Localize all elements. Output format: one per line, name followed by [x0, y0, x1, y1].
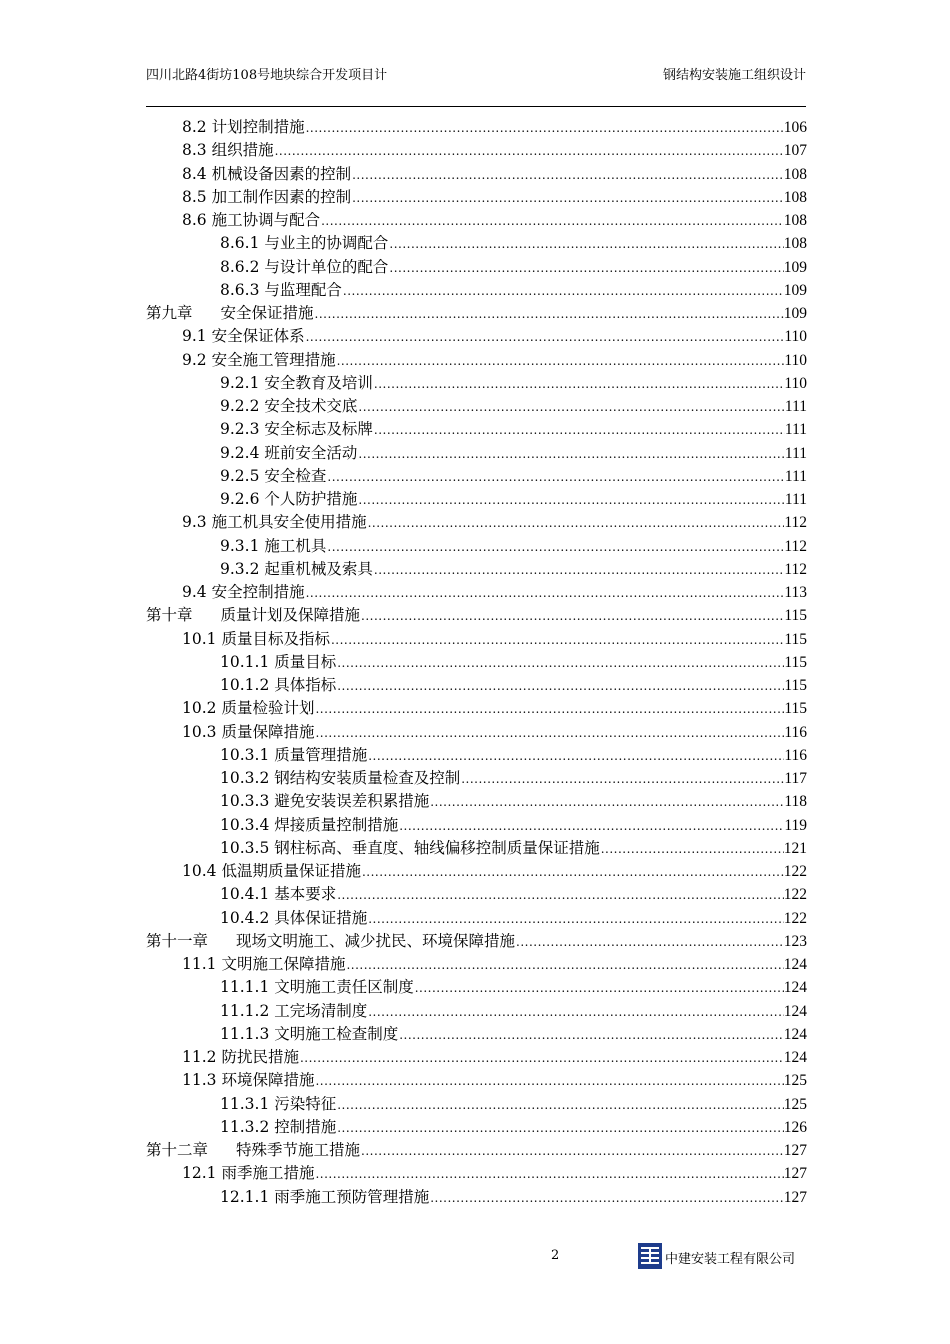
toc-entry-title: 11.1 文明施工保障措施	[182, 955, 346, 973]
toc-entry-title: 12.1.1 雨季施工预防管理措施	[220, 1187, 430, 1206]
toc-entry	[146, 767, 807, 790]
project-title: 四川北路4街坊108号地块综合开发项目计	[146, 68, 388, 83]
toc-entry-title	[146, 302, 314, 325]
toc-entry-title: 10.2 质量检验计划	[182, 699, 315, 718]
dot-leader	[600, 838, 784, 861]
toc-entry-title: 8.4 机械设备因素的控制	[182, 164, 352, 183]
dot-leader	[367, 512, 785, 535]
toc-entry-title: 11.1.3 文明施工检查制度	[220, 1024, 399, 1043]
toc-entry-page: 115	[784, 677, 807, 694]
dot-leader	[305, 582, 785, 605]
cscec-logo-icon	[638, 1243, 662, 1269]
toc-entry	[146, 372, 807, 395]
toc-entry	[146, 860, 807, 883]
toc-entry-page: 121	[783, 839, 807, 857]
toc-entry	[146, 1069, 807, 1092]
toc-entry-title: 8.6 施工协调与配合	[182, 211, 321, 229]
toc-entry-page: 111	[784, 444, 807, 462]
dot-leader	[320, 210, 784, 233]
toc-entry-title: 9.1 安全保证体系	[182, 327, 305, 346]
toc-entry-title: 10.3.3 避免安装误差积累措施	[220, 792, 430, 811]
dot-leader	[314, 303, 784, 326]
toc-entry-page: 108	[783, 188, 807, 206]
toc-entry	[146, 1116, 807, 1139]
toc-entry-title: 9.2.4 班前安全活动	[220, 443, 358, 462]
dot-leader	[345, 954, 783, 977]
toc-entry-page: 124	[783, 956, 807, 973]
dot-leader	[336, 884, 784, 907]
toc-entry-title: 8.2 计划控制措施	[182, 118, 305, 136]
toc-entry-page: 107	[783, 142, 807, 160]
toc-entry-title: 9.2.6 个人防护措施	[220, 490, 358, 508]
toc-entry-title: 10.3.4 焊接质量控制措施	[220, 815, 399, 834]
toc-entry	[146, 511, 807, 534]
toc-entry	[146, 349, 807, 372]
toc-entry	[146, 279, 807, 302]
toc-entry-title: 10.4.1 基本要求	[220, 885, 337, 904]
dot-leader	[367, 745, 784, 768]
toc-entry-page: 111	[784, 398, 807, 415]
toc-entry-page: 118	[784, 793, 807, 811]
toc-entry-title: 8.6.3 与监理配合	[220, 280, 342, 299]
toc-entry-title: 9.3.2 起重机械及索具	[220, 559, 373, 578]
toc-entry	[146, 1093, 807, 1116]
company-name: 中建安装工程有限公司	[665, 1252, 796, 1267]
dot-leader	[373, 419, 785, 442]
dot-leader	[336, 1094, 784, 1117]
toc-entry-title: 9.2.1 安全教育及培训	[220, 373, 373, 392]
toc-entry-title: 10.4.2 具体保证措施	[220, 908, 368, 927]
dot-leader	[398, 1024, 784, 1047]
toc-entry	[146, 325, 807, 348]
toc-entry	[146, 837, 807, 860]
dot-leader	[314, 1163, 783, 1186]
dot-leader	[336, 675, 784, 698]
toc-entry-page: 108	[783, 212, 807, 229]
toc-entry	[146, 1186, 807, 1209]
page-number: 2	[551, 1248, 560, 1263]
toc-entry-page: 127	[783, 1165, 807, 1183]
dot-leader	[314, 722, 784, 745]
toc-entry-title: 10.3.5 钢柱标高、垂直度、轴线偏移控制质量保证措施	[220, 838, 600, 857]
toc-entry	[146, 721, 807, 744]
toc-entry-title: 10.1 质量目标及指标	[182, 629, 330, 648]
dot-leader	[326, 536, 784, 559]
toc-entry-page: 123	[783, 932, 807, 950]
dot-leader	[336, 1117, 784, 1140]
toc-entry-page: 110	[784, 374, 807, 392]
toc-entry-page: 112	[784, 514, 807, 532]
toc-entry-page: 122	[783, 863, 807, 880]
dot-leader	[515, 931, 784, 954]
toc-entry-page: 111	[784, 491, 807, 508]
toc-entry-title: 9.2.2 安全技术交底	[220, 397, 358, 415]
dot-leader	[429, 791, 784, 814]
toc-entry-title: 8.6.1 与业主的协调配合	[220, 234, 389, 253]
dot-leader	[336, 652, 784, 675]
toc-entry-title: 10.3 质量保障措施	[182, 722, 315, 741]
toc-entry	[146, 209, 807, 232]
toc-entry-title: 8.3 组织措施	[182, 141, 274, 160]
dot-leader	[367, 908, 784, 931]
dot-leader	[305, 117, 784, 140]
dot-leader	[357, 396, 785, 419]
toc-entry-title: 11.3 环境保障措施	[182, 1071, 315, 1090]
toc-entry-title: 10.3.1 质量管理措施	[220, 745, 368, 764]
toc-entry-page: 127	[783, 1142, 807, 1159]
toc-entry	[146, 976, 807, 999]
dot-leader	[388, 233, 783, 256]
toc-entry-page: 119	[784, 816, 807, 834]
dot-leader	[398, 815, 784, 838]
toc-entry-title: 9.2.3 安全标志及标牌	[220, 420, 373, 439]
toc-entry-page: 124	[783, 979, 807, 997]
toc-entry-title: 11.3.1 污染特征	[220, 1094, 337, 1113]
toc-entry	[146, 535, 807, 558]
dot-leader	[360, 605, 784, 628]
dot-leader	[388, 257, 783, 280]
toc-entry	[146, 116, 807, 139]
toc-entry-page: 112	[784, 537, 807, 555]
toc-entry-title: 10.1.1 质量目标	[220, 652, 337, 671]
toc-entry-page: 110	[784, 328, 807, 346]
toc-entry-page: 126	[783, 1118, 807, 1136]
toc-entry	[146, 790, 807, 813]
chapter-number: 第十二章	[146, 1141, 209, 1159]
document-title: 钢结构安装施工组织设计	[662, 68, 806, 83]
toc-entry-title: 10.4 低温期质量保证措施	[182, 862, 361, 880]
toc-entry	[146, 442, 807, 465]
dot-leader	[460, 768, 784, 791]
toc-entry	[146, 232, 807, 255]
toc-entry-page: 108	[783, 235, 807, 253]
toc-entry-title: 9.4 安全控制措施	[182, 583, 305, 601]
toc-entry-page: 124	[783, 1002, 807, 1020]
chapter-title: 质量计划及保障措施	[220, 606, 361, 625]
toc-entry-page: 109	[783, 258, 807, 276]
dot-leader	[373, 373, 784, 396]
toc-entry-page: 113	[784, 584, 807, 601]
toc-entry	[146, 395, 807, 418]
toc-entry	[146, 581, 807, 604]
page-header	[146, 66, 806, 107]
dot-leader	[342, 280, 784, 303]
toc-entry	[146, 697, 807, 720]
dot-leader	[305, 326, 785, 349]
dot-leader	[414, 977, 784, 1000]
dot-leader	[314, 698, 784, 721]
dot-leader	[360, 1140, 784, 1163]
dot-leader	[351, 164, 784, 187]
toc-entry-title: 9.2 安全施工管理措施	[182, 350, 336, 369]
chapter-number: 第十章	[146, 606, 193, 625]
toc-entry-page: 110	[784, 351, 807, 369]
dot-leader	[357, 443, 785, 466]
toc-entry	[146, 628, 807, 651]
toc-entry	[146, 604, 807, 627]
chapter-number: 第九章	[146, 304, 193, 322]
toc-entry	[146, 1162, 807, 1185]
dot-leader	[429, 1187, 784, 1210]
toc-entry-page: 124	[783, 1049, 807, 1066]
toc-entry-page: 109	[783, 281, 807, 299]
toc-entry-page: 115	[784, 630, 807, 648]
dot-leader	[373, 559, 784, 582]
toc-entry	[146, 651, 807, 674]
dot-leader	[336, 350, 785, 373]
toc-entry-title: 11.2 防扰民措施	[182, 1048, 299, 1066]
dot-leader	[361, 861, 784, 884]
toc-entry	[146, 418, 807, 441]
toc-entry-title: 9.3.1 施工机具	[220, 536, 327, 555]
toc-entry	[146, 163, 807, 186]
toc-entry-title: 9.2.5 安全检查	[220, 466, 327, 485]
toc-entry-title: 11.3.2 控制措施	[220, 1117, 337, 1136]
toc-entry	[146, 558, 807, 581]
chapter-title: 特殊季节施工措施	[236, 1141, 361, 1159]
toc-entry	[146, 930, 807, 953]
toc-entry-page: 125	[783, 1072, 807, 1090]
toc-entry	[146, 1000, 807, 1023]
toc-entry	[146, 465, 807, 488]
toc-entry	[146, 674, 807, 697]
toc-entry	[146, 488, 807, 511]
toc-entry-page: 124	[783, 1025, 807, 1043]
dot-leader	[367, 1001, 784, 1024]
toc-entry-page: 111	[784, 421, 807, 439]
toc-entry-page: 125	[783, 1095, 807, 1113]
toc-entry-page: 115	[784, 653, 807, 671]
toc-entry-page: 115	[784, 607, 807, 625]
toc-entry-page: 127	[783, 1188, 807, 1206]
dot-leader	[351, 187, 784, 210]
toc-entry-page: 115	[784, 700, 807, 718]
toc-entry	[146, 744, 807, 767]
chapter-title: 安全保证措施	[220, 304, 314, 322]
dot-leader	[330, 629, 784, 652]
toc-entry-page: 112	[784, 560, 807, 578]
toc-entry-title: 12.1 雨季施工措施	[182, 1164, 315, 1183]
toc-entry	[146, 1046, 807, 1069]
toc-entry	[146, 953, 807, 976]
toc-entry	[146, 1139, 807, 1162]
chapter-number: 第十一章	[146, 931, 209, 950]
toc-entry-title	[146, 604, 360, 627]
dot-leader	[326, 466, 785, 489]
dot-leader	[299, 1047, 784, 1070]
toc-entry	[146, 302, 807, 325]
toc-entry	[146, 814, 807, 837]
toc-entry-page: 109	[783, 305, 807, 322]
toc-entry-page: 116	[784, 723, 807, 741]
toc-entry-page: 106	[783, 119, 807, 136]
dot-leader	[314, 1070, 783, 1093]
toc-entry-title	[146, 1139, 360, 1162]
toc-entry-page: 122	[783, 886, 807, 904]
toc-entry-title: 10.3.2 钢结构安装质量检查及控制	[220, 769, 461, 787]
toc-entry	[146, 186, 807, 209]
toc-entry-title: 9.3 施工机具安全使用措施	[182, 513, 367, 532]
toc-entry	[146, 1023, 807, 1046]
toc-entry-title: 8.6.2 与设计单位的配合	[220, 257, 389, 276]
dot-leader	[274, 140, 784, 163]
toc-entry-page: 108	[783, 165, 807, 183]
page-footer	[146, 1240, 806, 1274]
toc-entry-title: 11.1.1 文明施工责任区制度	[220, 978, 414, 997]
toc-entry	[146, 907, 807, 930]
toc-entry-title: 8.5 加工制作因素的控制	[182, 187, 352, 206]
toc-entry-title: 10.1.2 具体指标	[220, 676, 337, 694]
toc-entry-page: 122	[783, 909, 807, 927]
toc-entry-title	[146, 930, 515, 953]
toc-entry-page: 111	[784, 467, 807, 485]
toc-entry-page: 116	[784, 746, 807, 764]
toc-entry	[146, 883, 807, 906]
toc-entry-title: 11.1.2 工完场清制度	[220, 1001, 368, 1020]
toc-entry	[146, 139, 807, 162]
dot-leader	[357, 489, 785, 512]
table-of-contents	[146, 116, 807, 1209]
toc-entry	[146, 256, 807, 279]
chapter-title: 现场文明施工、减少扰民、环境保障措施	[236, 931, 516, 950]
toc-entry-page: 117	[784, 770, 807, 787]
